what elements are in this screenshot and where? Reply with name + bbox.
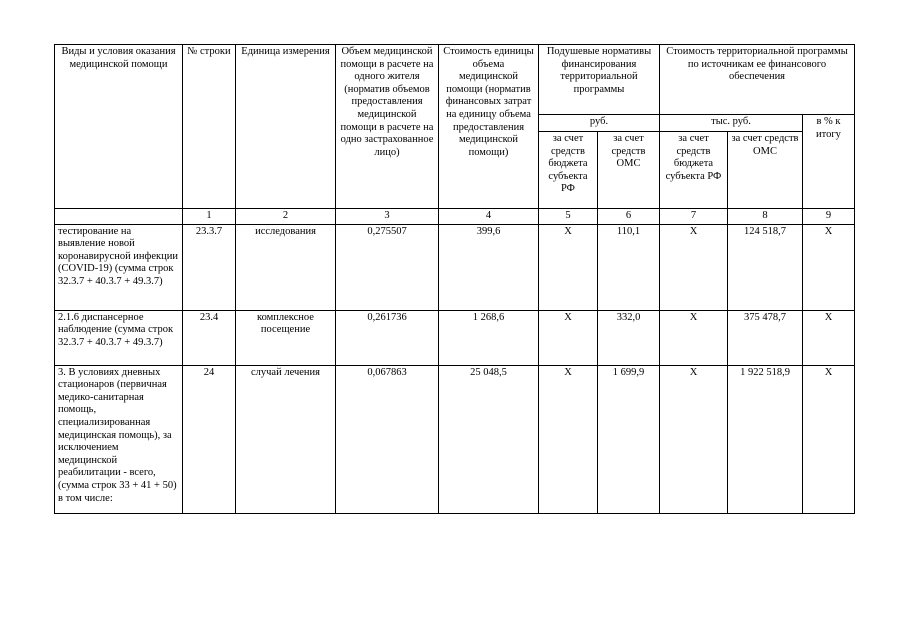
col-number: 7 (660, 209, 728, 225)
row-col6: 332,0 (598, 310, 660, 365)
row-col5: Х (539, 310, 598, 365)
row-col8: 124 518,7 (728, 224, 803, 310)
col-number: 1 (183, 209, 236, 225)
row-col7: Х (660, 310, 728, 365)
header-thous-rub: тыс. руб. (660, 115, 803, 132)
header-oms: за счет средств ОМС (598, 132, 660, 209)
col-number: 3 (336, 209, 439, 225)
table-row (55, 365, 855, 513)
row-name: 3. В условиях дневных стационаров (первичная медико-санитарная помощь, специализированная медицинская помощь), за исключением медицинской реабилитации - всего, (сумма строк 33 + 41 + 50) в том числе: (55, 365, 183, 513)
header-oms-2: за счет средств ОМС (728, 132, 803, 209)
header-budget-2: за счет средств бюджета субъекта РФ (660, 132, 728, 209)
header-per-capita: Подушевые нормативы финансирования территориальной программы (539, 45, 660, 115)
row-col9: Х (803, 224, 855, 310)
col-number (55, 209, 183, 225)
col-number: 6 (598, 209, 660, 225)
row-col5: Х (539, 224, 598, 310)
row-col7: Х (660, 365, 728, 513)
row-col7: Х (660, 224, 728, 310)
col-number: 4 (439, 209, 539, 225)
header-volume: Объем медицинской помощи в расчете на одного жителя (норматив объемов предоставления медицинской помощи в расчете на одно застрахованное лицо) (336, 45, 439, 209)
table-row (55, 310, 855, 365)
col-number: 2 (236, 209, 336, 225)
row-number: 23.3.7 (183, 224, 236, 310)
row-col8: 375 478,7 (728, 310, 803, 365)
row-volume: 0,261736 (336, 310, 439, 365)
row-volume: 0,275507 (336, 224, 439, 310)
row-name: тестирование на выявление новой коронавирусной инфекции (COVID-19) (сумма строк 32.3.7 + 40.3.7 + 49.3.7) (55, 224, 183, 310)
row-unit: исследования (236, 224, 336, 310)
header-cost: Стоимость единицы объема медицинской помощи (норматив финансовых затрат на единицу объема предоставления медицинской помощи) (439, 45, 539, 209)
row-unit: случай лечения (236, 365, 336, 513)
header-percent: в % к итогу (803, 115, 855, 209)
row-number: 23.4 (183, 310, 236, 365)
header-unit: Единица измерения (236, 45, 336, 209)
col-number: 5 (539, 209, 598, 225)
header-rub: руб. (539, 115, 660, 132)
header-program-cost: Стоимость территориальной программы по источникам ее финансового обеспечения (660, 45, 855, 115)
row-col6: 110,1 (598, 224, 660, 310)
medical-care-table (54, 44, 855, 514)
row-col6: 1 699,9 (598, 365, 660, 513)
row-col9: Х (803, 365, 855, 513)
row-cost: 399,6 (439, 224, 539, 310)
column-numbers-row (55, 209, 855, 225)
row-unit: комплексное посещение (236, 310, 336, 365)
col-number: 9 (803, 209, 855, 225)
header-row-number: № строки (183, 45, 236, 209)
header-kind: Виды и условия оказания медицинской помощи (55, 45, 183, 209)
row-col8: 1 922 518,9 (728, 365, 803, 513)
row-col9: Х (803, 310, 855, 365)
row-col5: Х (539, 365, 598, 513)
table-row (55, 224, 855, 310)
col-number: 8 (728, 209, 803, 225)
header-budget: за счет средств бюджета субъекта РФ (539, 132, 598, 209)
row-name: 2.1.6 диспансерное наблюдение (сумма строк 32.3.7 + 40.3.7 + 49.3.7) (55, 310, 183, 365)
row-volume: 0,067863 (336, 365, 439, 513)
row-cost: 1 268,6 (439, 310, 539, 365)
row-cost: 25 048,5 (439, 365, 539, 513)
row-number: 24 (183, 365, 236, 513)
